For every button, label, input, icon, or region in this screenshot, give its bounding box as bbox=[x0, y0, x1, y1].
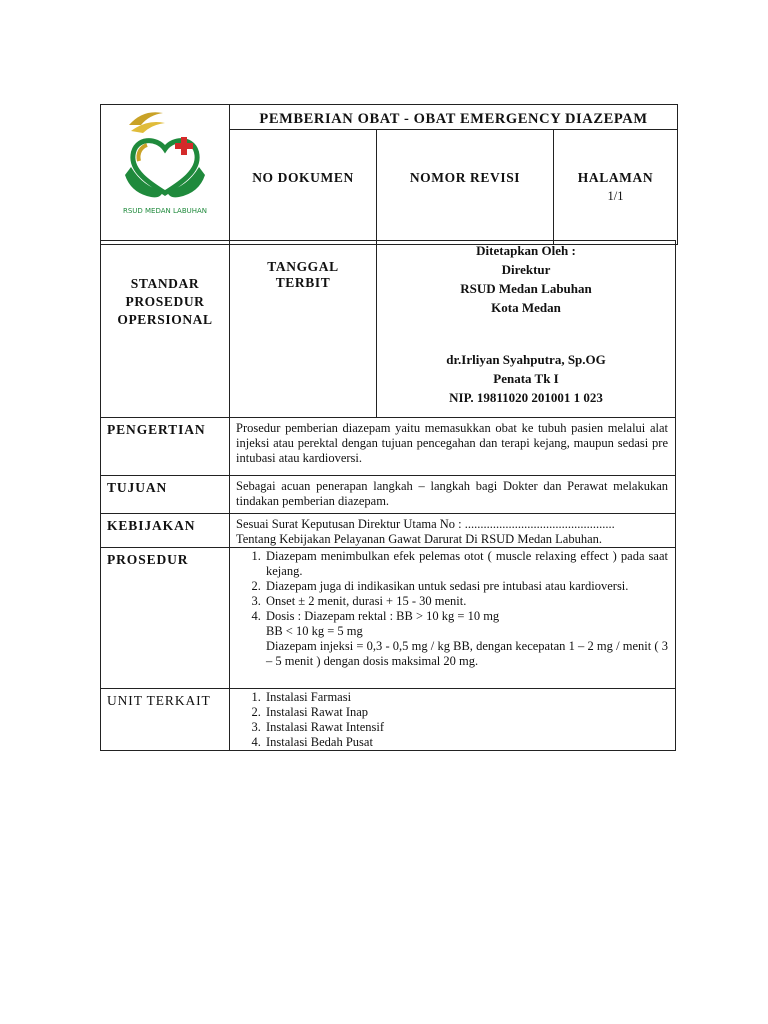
unit-terkait-label: UNIT TERKAIT bbox=[101, 689, 230, 751]
standar-line2: PROSEDUR bbox=[125, 294, 205, 309]
instansi: RSUD Medan Labuhan bbox=[460, 281, 592, 296]
ditetapkan-oleh: Ditetapkan Oleh : bbox=[476, 243, 576, 258]
jabatan: Direktur bbox=[501, 262, 551, 277]
standar-prosedur-cell bbox=[101, 241, 230, 418]
kebijakan-label: KEBIJAKAN bbox=[101, 514, 230, 548]
dosis-line3: Diazepam injeksi = 0,3 - 0,5 mg / kg BB, dengan kecepatan 1 – 2 mg / menit ( 3 – 5 menit ) dengan dosis maksimal 20 mg. bbox=[266, 639, 668, 668]
kebijakan-cell bbox=[230, 514, 676, 548]
unit-item: 4. Instalasi Bedah Pusat bbox=[264, 735, 668, 750]
no-dokumen-label: NO DOKUMEN bbox=[230, 130, 377, 245]
sop-table bbox=[100, 240, 676, 751]
prosedur-list bbox=[236, 549, 668, 669]
tujuan-label: TUJUAN bbox=[101, 476, 230, 514]
dosis-line1: 4. Dosis : Diazepam rektal : BB > 10 kg = 10 mg bbox=[266, 609, 500, 623]
logo-cell bbox=[101, 105, 230, 245]
unit-terkait-cell bbox=[230, 689, 676, 751]
tujuan-text: Sebagai acuan penerapan langkah – langkah bagi Dokter dan Perawat melakukan tindakan pemberian diazepam. bbox=[230, 476, 676, 514]
signatory-rank: Penata Tk I bbox=[493, 371, 559, 386]
signatory-name: dr.Irliyan Syahputra, Sp.OG bbox=[446, 352, 606, 367]
dosis-line2: BB < 10 kg = 5 mg bbox=[266, 624, 363, 638]
kebijakan-line1: Sesuai Surat Keputusan Direktur Utama No : ................................................ bbox=[236, 517, 615, 531]
halaman-value: 1/1 bbox=[607, 189, 624, 204]
pengertian-text: Prosedur pemberian diazepam yaitu memasukkan obat ke tubuh pasien melalui alat injeksi atau perektal dengan tujuan pencegahan dan terapi kejang, maupun sedasi pre intubasi atau kardioversi. bbox=[230, 418, 676, 476]
standar-line1: STANDAR bbox=[130, 276, 200, 291]
prosedur-item: 2. Diazepam juga di indikasikan untuk sedasi pre intubasi atau kardioversi. bbox=[264, 579, 668, 594]
unit-item: 3. Instalasi Rawat Intensif bbox=[264, 720, 668, 735]
tanggal-line2: TERBIT bbox=[275, 275, 331, 290]
pengertian-label: PENGERTIAN bbox=[101, 418, 230, 476]
hospital-logo bbox=[101, 105, 229, 239]
standar-line3: OPERSIONAL bbox=[117, 312, 213, 327]
unit-terkait-list bbox=[236, 690, 668, 750]
header-table bbox=[100, 104, 678, 245]
halaman-cell bbox=[554, 130, 678, 245]
prosedur-label: PROSEDUR bbox=[101, 548, 230, 689]
tanggal-line1: TANGGAL bbox=[267, 259, 339, 274]
tanggal-terbit-cell bbox=[230, 241, 377, 418]
prosedur-item: 3. Onset ± 2 menit, durasi + 15 - 30 menit. bbox=[264, 594, 668, 609]
nomor-revisi-label: NOMOR REVISI bbox=[377, 130, 554, 245]
document-title: PEMBERIAN OBAT - OBAT EMERGENCY DIAZEPAM bbox=[230, 105, 678, 130]
prosedur-cell bbox=[230, 548, 676, 689]
prosedur-item bbox=[264, 609, 668, 669]
unit-item: 1. Instalasi Farmasi bbox=[264, 690, 668, 705]
kebijakan-line2: Tentang Kebijakan Pelayanan Gawat Darurat Di RSUD Medan Labuhan. bbox=[236, 532, 603, 546]
prosedur-item: 1. Diazepam menimbulkan efek pelemas otot ( muscle relaxing effect ) pada saat kejang. bbox=[264, 549, 668, 579]
kota: Kota Medan bbox=[491, 300, 561, 315]
unit-item: 2. Instalasi Rawat Inap bbox=[264, 705, 668, 720]
signatory-nip: NIP. 19811020 201001 1 023 bbox=[449, 390, 603, 405]
logo-text: RSUD MEDAN LABUHAN bbox=[122, 207, 208, 215]
halaman-label: HALAMAN bbox=[577, 170, 654, 186]
ditetapkan-cell bbox=[377, 241, 676, 418]
